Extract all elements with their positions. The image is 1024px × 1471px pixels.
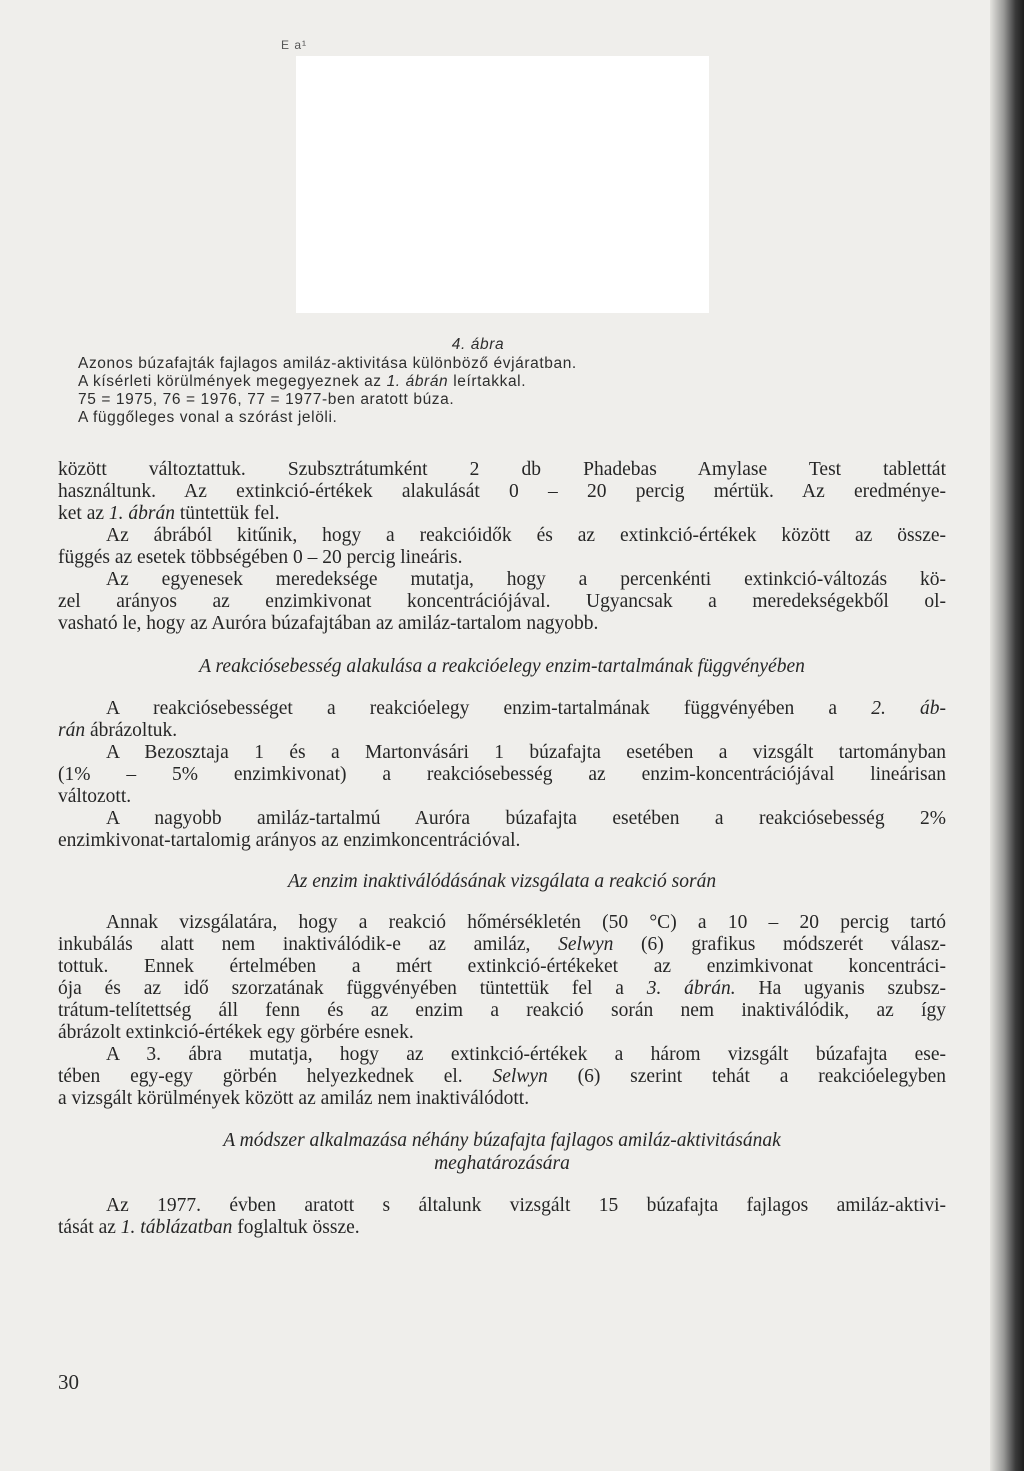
corner-mark: E a¹ xyxy=(281,38,308,52)
page-number: 30 xyxy=(58,1370,79,1394)
paragraph: között változtattuk. Szubsztrátumként 2 db Phadebas Amylase Test tablettát használtunk. Az extinkció-értékek alakulását 0 – 20 percig mértük. Az eredménye- ket az 1. ábrán tüntettük fel. xyxy=(58,459,946,524)
paragraph: Az egyenesek meredeksége mutatja, hogy a percenkénti extinkció-változás kö- zel arányos az enzimkivonat koncentrációjával. Ugyancsak a meredekségekből ol- vasható le, hogy az Auróra búzafajtában az amiláz-tartalom nagyobb. xyxy=(58,569,946,634)
paragraph: A 3. ábra mutatja, hogy az extinkció-értékek a három vizsgált búzafajta ese- tében egy-egy görbén helyezkednek el. Selwyn (6) szerint tehát a reakcióelegyben a vizsgált körülmények között az amiláz nem inaktiválódott. xyxy=(58,1044,946,1109)
figure-reference: 1. ábrán xyxy=(108,503,175,524)
paragraph: A reakciósebességet a reakcióelegy enzim-tartalmának függvényében a 2. áb- rán ábrázoltuk. xyxy=(58,698,947,741)
author-reference: Selwyn xyxy=(558,934,614,955)
figure-caption xyxy=(78,336,898,427)
body-text xyxy=(58,459,946,1239)
caption-line: 75 = 1975, 76 = 1976, 77 = 1977-ben aratott búza. xyxy=(78,391,455,408)
caption-line: A függőleges vonal a szórást jelöli. xyxy=(78,409,338,426)
section-heading: Az enzim inaktiválódásának vizsgálata a reakció során xyxy=(287,871,717,892)
figure-reference: 3. ábrán. xyxy=(646,978,736,999)
book-binding-edge xyxy=(990,0,1024,1471)
paragraph: A Bezosztaja 1 és a Martonvásári 1 búzafajta esetében a vizsgált tartományban (1% – 5% enzimkivonat) a reakciósebesség az enzim-koncentrációjával lineárisan változott. xyxy=(58,742,946,807)
figure-reference: 2. áb- xyxy=(871,698,947,719)
figure-label: 4. ábra xyxy=(451,336,505,353)
paragraph: Az ábrából kitűnik, hogy a reakcióidők és az extinkció-értékek között az össze- függés az esetek többségében 0 – 20 percig lineáris. xyxy=(58,525,946,568)
figure-reference: rán xyxy=(58,720,86,741)
paragraph: A nagyobb amiláz-tartalmú Auróra búzafajta esetében a reakciósebesség 2% enzimkivonat-tartalomig arányos az enzimkoncentrációval. xyxy=(58,808,946,851)
figure-reference: 1. ábrán xyxy=(386,373,449,390)
table-reference: 1. táblázatban xyxy=(120,1217,233,1238)
author-reference: Selwyn xyxy=(492,1066,548,1087)
section-heading: A reakciósebesség alakulása a reakcióelegy enzim-tartalmának függvényében xyxy=(199,656,805,677)
figure-image-placeholder xyxy=(296,56,709,313)
section-heading: A módszer alkalmazása néhány búzafajta fajlagos amiláz-aktivitásának meghatározására xyxy=(223,1130,781,1174)
paragraph: Az 1977. évben aratott s általunk vizsgált 15 búzafajta fajlagos amiláz-aktivi- tását az 1. táblázatban foglaltuk össze. xyxy=(58,1195,946,1238)
caption-line: A kísérleti körülmények megegyeznek az 1. ábrán leírtakkal. xyxy=(78,373,527,390)
caption-line: Azonos búzafajták fajlagos amiláz-aktivitása különböző évjáratban. xyxy=(78,355,577,372)
paragraph: Annak vizsgálatára, hogy a reakció hőmérsékletén (50 °C) a 10 – 20 percig tartó inkubálás alatt nem inaktiválódik-e az amiláz, Selwyn (6) grafikus módszerét válasz- tottuk. Ennek értelmében a mért extinkció-értékeket az enzimkivonat koncentráci- ója és az idő szorzatának függvényében tüntettük fel a 3. ábrán. Ha ugyanis szubsz- trátum-telítettség áll fenn és az enzim a reakció során nem inaktiválódik, az így ábrázolt extinkció-értékek egy görbére esnek. xyxy=(58,912,947,1043)
